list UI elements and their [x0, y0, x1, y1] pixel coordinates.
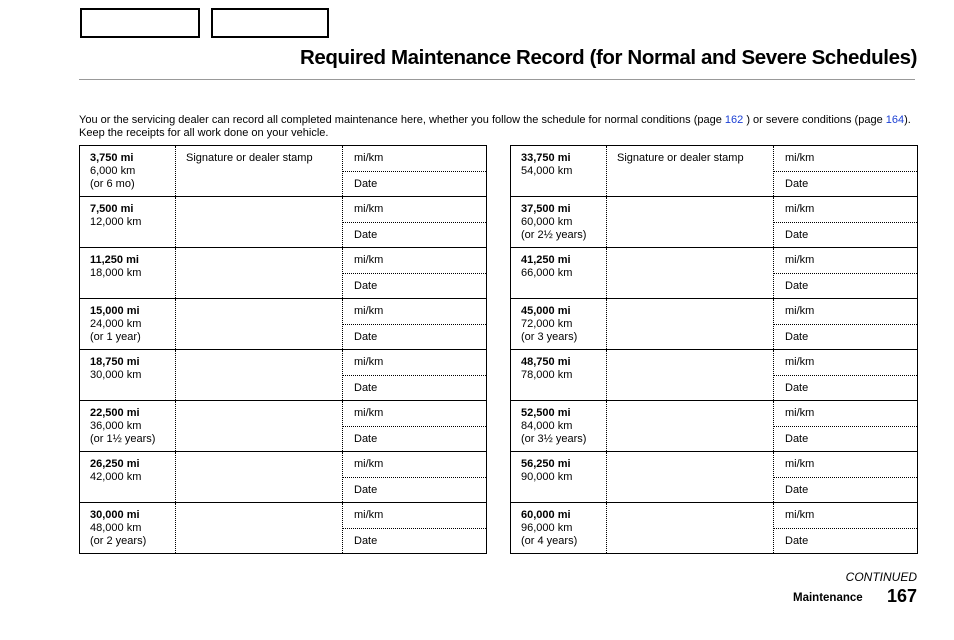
- date-field[interactable]: Date: [354, 535, 378, 547]
- date-field[interactable]: Date: [354, 331, 378, 343]
- interval-cell: [90, 407, 155, 446]
- interval-miles: 41,250 mi: [521, 254, 571, 266]
- record-divider: [774, 171, 917, 172]
- record-cell: [773, 248, 917, 298]
- date-field[interactable]: Date: [785, 382, 809, 394]
- interval-time: (or 3 years): [521, 331, 578, 343]
- record-cell: [342, 452, 486, 502]
- interval-km: 66,000 km: [521, 267, 573, 279]
- interval-miles: 26,250 mi: [90, 458, 140, 470]
- interval-km: 42,000 km: [90, 471, 142, 483]
- signature-field[interactable]: [606, 350, 607, 400]
- signature-field[interactable]: [175, 146, 176, 196]
- intro-text-1: You or the servicing dealer can record all completed maintenance here, whether you follow the schedule for normal conditions (page: [79, 114, 725, 126]
- interval-miles: 11,250 mi: [90, 254, 139, 266]
- record-divider: [774, 528, 917, 529]
- maintenance-table-left: [79, 145, 487, 554]
- signature-label: Signature or dealer stamp: [617, 152, 744, 164]
- interval-km: 36,000 km: [90, 420, 142, 432]
- record-cell: [773, 197, 917, 247]
- date-field[interactable]: Date: [354, 178, 378, 190]
- interval-miles: 3,750 mi: [90, 152, 134, 164]
- interval-time: (or 4 years): [521, 535, 578, 547]
- mileage-field[interactable]: mi/km: [785, 305, 815, 317]
- date-field[interactable]: Date: [785, 280, 809, 292]
- mileage-field[interactable]: mi/km: [354, 152, 384, 164]
- record-row: [80, 452, 486, 503]
- intro-paragraph: [79, 114, 919, 139]
- mileage-field[interactable]: mi/km: [354, 356, 384, 368]
- interval-miles: 48,750 mi: [521, 356, 571, 368]
- record-row: [511, 299, 917, 350]
- interval-miles: 30,000 mi: [90, 509, 140, 521]
- signature-label: Signature or dealer stamp: [186, 152, 313, 164]
- continued-label: CONTINUED: [845, 570, 917, 584]
- signature-field[interactable]: [606, 299, 607, 349]
- signature-field[interactable]: [606, 146, 607, 196]
- interval-cell: [90, 356, 141, 382]
- intro-text-3: ). Keep the receipts for all work done on your vehicle.: [79, 114, 911, 139]
- mileage-field[interactable]: mi/km: [354, 458, 384, 470]
- record-row: [80, 197, 486, 248]
- page-164-link[interactable]: 164: [885, 114, 905, 126]
- mileage-field[interactable]: mi/km: [354, 407, 384, 419]
- interval-miles: 33,750 mi: [521, 152, 571, 164]
- interval-km: 12,000 km: [90, 216, 142, 228]
- record-row: [511, 146, 917, 197]
- signature-field[interactable]: [175, 197, 176, 247]
- record-divider: [343, 273, 486, 274]
- signature-field[interactable]: [606, 401, 607, 451]
- date-field[interactable]: Date: [354, 382, 378, 394]
- date-field[interactable]: Date: [785, 331, 809, 343]
- maintenance-table-right: [510, 145, 918, 554]
- signature-field[interactable]: [175, 350, 176, 400]
- interval-km: 18,000 km: [90, 267, 142, 279]
- mileage-field[interactable]: mi/km: [354, 305, 384, 317]
- interval-miles: 52,500 mi: [521, 407, 571, 419]
- date-field[interactable]: Date: [785, 535, 809, 547]
- interval-time: (or 2 years): [90, 535, 147, 547]
- interval-km: 78,000 km: [521, 369, 573, 381]
- mileage-field[interactable]: mi/km: [785, 458, 815, 470]
- interval-cell: [90, 203, 141, 229]
- record-divider: [343, 171, 486, 172]
- mileage-field[interactable]: mi/km: [354, 509, 384, 521]
- record-divider: [343, 426, 486, 427]
- interval-time: (or 1½ years): [90, 433, 156, 445]
- record-divider: [343, 477, 486, 478]
- date-field[interactable]: Date: [354, 229, 378, 241]
- record-divider: [343, 375, 486, 376]
- record-cell: [773, 350, 917, 400]
- page-title: Required Maintenance Record (for Normal and Severe Schedules): [300, 46, 917, 69]
- date-field[interactable]: Date: [785, 229, 809, 241]
- interval-miles: 56,250 mi: [521, 458, 571, 470]
- record-row: [511, 452, 917, 503]
- signature-field[interactable]: [175, 248, 176, 298]
- signature-field[interactable]: [175, 401, 176, 451]
- title-divider: [79, 79, 915, 80]
- record-divider: [774, 375, 917, 376]
- record-divider: [774, 222, 917, 223]
- interval-km: 30,000 km: [90, 369, 142, 381]
- interval-cell: [521, 407, 586, 446]
- record-row: [80, 401, 486, 452]
- signature-field[interactable]: [175, 452, 176, 502]
- record-row: [511, 401, 917, 452]
- record-cell: [773, 503, 917, 553]
- interval-cell: [521, 458, 572, 484]
- interval-km: 48,000 km: [90, 522, 142, 534]
- date-field[interactable]: Date: [785, 433, 809, 445]
- interval-miles: 22,500 mi: [90, 407, 140, 419]
- interval-cell: [521, 254, 572, 280]
- interval-miles: 60,000 mi: [521, 509, 571, 521]
- interval-cell: [90, 254, 141, 280]
- section-name: Maintenance: [793, 592, 863, 604]
- date-field[interactable]: Date: [354, 484, 378, 496]
- next-page-button[interactable]: [211, 8, 329, 38]
- interval-cell: [521, 509, 577, 548]
- record-cell: [342, 401, 486, 451]
- interval-time: (or 6 mo): [90, 178, 135, 190]
- page-162-link[interactable]: 162: [724, 114, 744, 126]
- interval-miles: 45,000 mi: [521, 305, 571, 317]
- mileage-field[interactable]: mi/km: [354, 203, 384, 215]
- record-cell: [773, 401, 917, 451]
- record-cell: [342, 248, 486, 298]
- record-row: [511, 248, 917, 299]
- interval-cell: [521, 203, 586, 242]
- record-cell: [342, 503, 486, 553]
- record-row: [80, 146, 486, 197]
- interval-cell: [90, 458, 141, 484]
- date-field[interactable]: Date: [785, 178, 809, 190]
- record-row: [511, 197, 917, 248]
- record-cell: [342, 146, 486, 196]
- interval-cell: [521, 356, 572, 382]
- interval-km: 96,000 km: [521, 522, 573, 534]
- mileage-field[interactable]: mi/km: [785, 254, 815, 266]
- record-row: [80, 350, 486, 401]
- interval-km: 6,000 km: [90, 165, 136, 177]
- interval-time: (or 1 year): [90, 331, 141, 343]
- signature-field[interactable]: [606, 248, 607, 298]
- signature-field[interactable]: [606, 503, 607, 553]
- record-divider: [774, 426, 917, 427]
- record-cell: [773, 146, 917, 196]
- interval-cell: [90, 305, 141, 344]
- interval-time: (or 3½ years): [521, 433, 587, 445]
- interval-cell: [90, 509, 146, 548]
- record-row: [80, 248, 486, 299]
- interval-cell: [521, 152, 572, 178]
- interval-cell: [90, 152, 135, 191]
- interval-km: 72,000 km: [521, 318, 573, 330]
- mileage-field[interactable]: mi/km: [785, 407, 815, 419]
- record-divider: [343, 528, 486, 529]
- record-divider: [343, 324, 486, 325]
- interval-cell: [521, 305, 577, 344]
- record-cell: [773, 452, 917, 502]
- interval-km: 60,000 km: [521, 216, 573, 228]
- record-cell: [342, 197, 486, 247]
- interval-miles: 7,500 mi: [90, 203, 134, 215]
- record-divider: [774, 273, 917, 274]
- interval-time: (or 2½ years): [521, 229, 587, 241]
- record-divider: [343, 222, 486, 223]
- interval-miles: 18,750 mi: [90, 356, 140, 368]
- page-number: 167: [887, 586, 918, 606]
- date-field[interactable]: Date: [354, 433, 378, 445]
- previous-page-button[interactable]: [80, 8, 200, 38]
- interval-km: 54,000 km: [521, 165, 573, 177]
- mileage-field[interactable]: mi/km: [785, 509, 815, 521]
- date-field[interactable]: Date: [785, 484, 809, 496]
- signature-field[interactable]: [175, 299, 176, 349]
- record-row: [80, 503, 486, 553]
- interval-km: 84,000 km: [521, 420, 573, 432]
- signature-field[interactable]: [175, 503, 176, 553]
- interval-miles: 15,000 mi: [90, 305, 140, 317]
- intro-text-2: ) or severe conditions (page: [743, 114, 886, 126]
- interval-km: 90,000 km: [521, 471, 573, 483]
- mileage-field[interactable]: mi/km: [354, 254, 384, 266]
- record-row: [80, 299, 486, 350]
- signature-field[interactable]: [606, 452, 607, 502]
- record-cell: [342, 299, 486, 349]
- mileage-field[interactable]: mi/km: [785, 152, 815, 164]
- record-row: [511, 503, 917, 553]
- record-divider: [774, 324, 917, 325]
- date-field[interactable]: Date: [354, 280, 378, 292]
- record-divider: [774, 477, 917, 478]
- mileage-field[interactable]: mi/km: [785, 203, 815, 215]
- mileage-field[interactable]: mi/km: [785, 356, 815, 368]
- signature-field[interactable]: [606, 197, 607, 247]
- record-cell: [342, 350, 486, 400]
- record-cell: [773, 299, 917, 349]
- interval-km: 24,000 km: [90, 318, 142, 330]
- interval-miles: 37,500 mi: [521, 203, 571, 215]
- record-row: [511, 350, 917, 401]
